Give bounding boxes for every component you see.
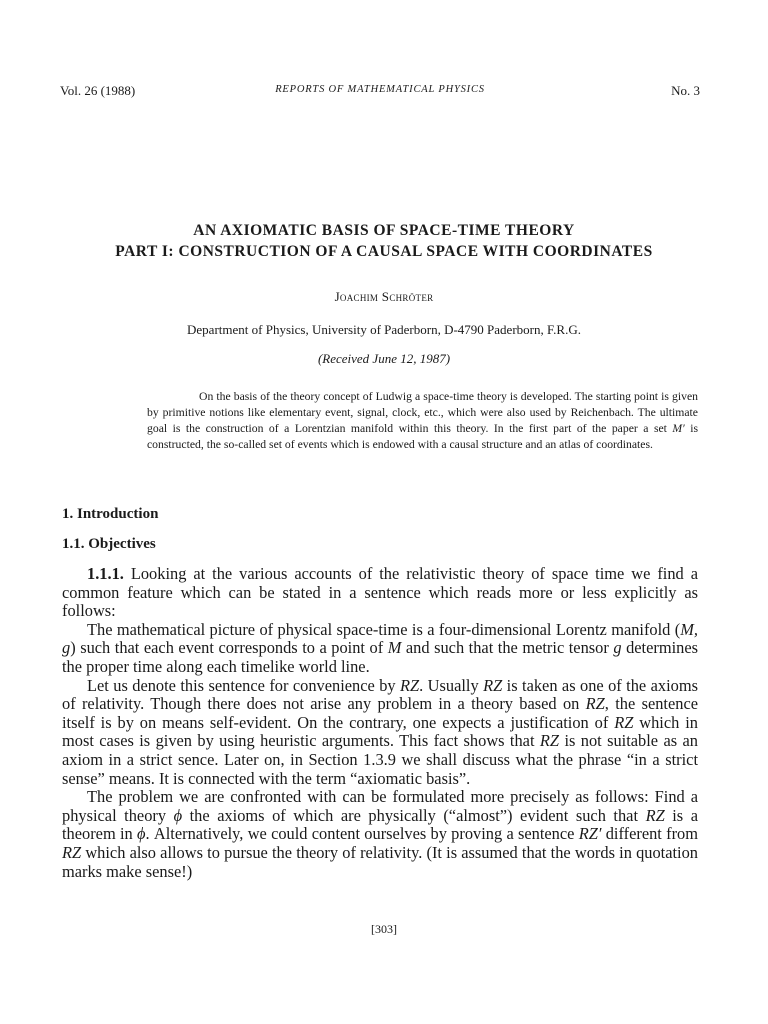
section-heading: 1. Introduction bbox=[62, 506, 159, 522]
text-run: the axioms of which are physically (“almost”) evident such that bbox=[182, 805, 646, 825]
text-run: is taken as one of the axioms of relativity. Though there does not arise any problem in a theory based on bbox=[62, 675, 698, 714]
math-symbol: ϕ bbox=[173, 805, 183, 825]
math-symbol: RZ bbox=[645, 805, 665, 825]
text-run: and such that the metric tensor bbox=[401, 638, 614, 658]
math-symbol: RZ bbox=[614, 712, 634, 732]
text-run: The mathematical picture of physical space-time is a four-dimensional Lorentz manifold ( bbox=[87, 619, 681, 639]
text-run: determines the proper time along each timelike world line. bbox=[62, 638, 698, 676]
text-run: The problem we are confronted with can be formulated more precisely as follows: Find a physical theory bbox=[62, 787, 698, 825]
paragraph-3 bbox=[62, 677, 698, 789]
paragraph-2 bbox=[62, 621, 698, 677]
title-line-1: AN AXIOMATIC BASIS OF SPACE-TIME THEORY bbox=[193, 222, 575, 239]
author-name: Joachim Schröter bbox=[334, 289, 434, 304]
title-line-2: PART I: CONSTRUCTION OF A CAUSAL SPACE WITH COORDINATES bbox=[115, 243, 653, 260]
volume-label: Vol. 26 (1988) bbox=[60, 83, 136, 98]
math-symbol: RZ bbox=[483, 675, 503, 695]
text-run: Let us denote this sentence for convenience by bbox=[87, 675, 401, 695]
received-date: (Received June 12, 1987) bbox=[317, 351, 451, 366]
math-symbol: RZ bbox=[62, 842, 82, 862]
math-symbol: RZ bbox=[539, 731, 560, 751]
subsection-heading: 1.1. Objectives bbox=[62, 536, 156, 552]
math-symbol: RZ bbox=[585, 694, 605, 714]
text-run: . Alternatively, we could content ourselves by proving a sentence bbox=[145, 824, 579, 844]
issue-number: No. 3 bbox=[671, 83, 700, 98]
body-text bbox=[62, 565, 698, 881]
page-number: [303] bbox=[371, 922, 397, 936]
paragraph-1 bbox=[62, 565, 698, 621]
math-symbol: ϕ bbox=[137, 824, 146, 844]
text-run: . Usually bbox=[419, 675, 484, 695]
text-run: which also allows to pursue the theory of relativity. (It is assumed that the words in quotation marks make sense!) bbox=[62, 842, 698, 881]
abstract bbox=[147, 389, 698, 453]
text-run: which in most cases is given by using heuristic arguments. This fact shows that bbox=[62, 712, 698, 751]
math-symbol: RZ′ bbox=[578, 824, 602, 844]
abstract-text-2: is constructed, the so-called set of events which is endowed with a causal structure and an atlas of coordinates. bbox=[147, 422, 699, 451]
math-symbol: M bbox=[387, 638, 402, 658]
math-symbol: g bbox=[613, 638, 622, 658]
abstract-symbol: M′ bbox=[672, 422, 685, 435]
text-run: is a theorem in bbox=[62, 805, 698, 844]
math-symbol: RZ bbox=[400, 675, 420, 695]
text-run: , the sentence itself is by on means self-evident. On the contrary, one expects a justification of bbox=[62, 694, 698, 732]
paragraph-text: Looking at the various accounts of the relativistic theory of space time we find a common feature which can be stated in a sentence which reads more or less explicitly as follows: bbox=[62, 564, 698, 621]
text-run: ) such that each event corresponds to a point of bbox=[70, 638, 388, 658]
paper-title bbox=[40, 220, 728, 262]
running-head bbox=[60, 83, 700, 101]
author-affiliation: Department of Physics, University of Paderborn, D-4790 Paderborn, F.R.G. bbox=[187, 322, 581, 337]
paragraph-number: 1.1.1. bbox=[87, 564, 124, 583]
text-run: different from bbox=[601, 824, 698, 844]
text-run: is not suitable as an axiom in a strict sence. Later on, in Section 1.3.9 we shall discuss what the phrase “in a strict sense” means. It is connected with the term “axiomatic basis”. bbox=[62, 731, 698, 788]
math-symbol: M, g bbox=[62, 619, 698, 658]
abstract-text-1: On the basis of the theory concept of Ludwig a space-time theory is developed. The starting point is given by primitive notions like elementary event, signal, clock, etc., which were also used by Reichenbach. The ultimate goal is the construction of a Lorentzian manifold within this theory. In the first part of the paper a set bbox=[147, 390, 698, 435]
journal-name: REPORTS OF MATHEMATICAL PHYSICS bbox=[275, 84, 485, 95]
paragraph-4 bbox=[62, 788, 698, 881]
